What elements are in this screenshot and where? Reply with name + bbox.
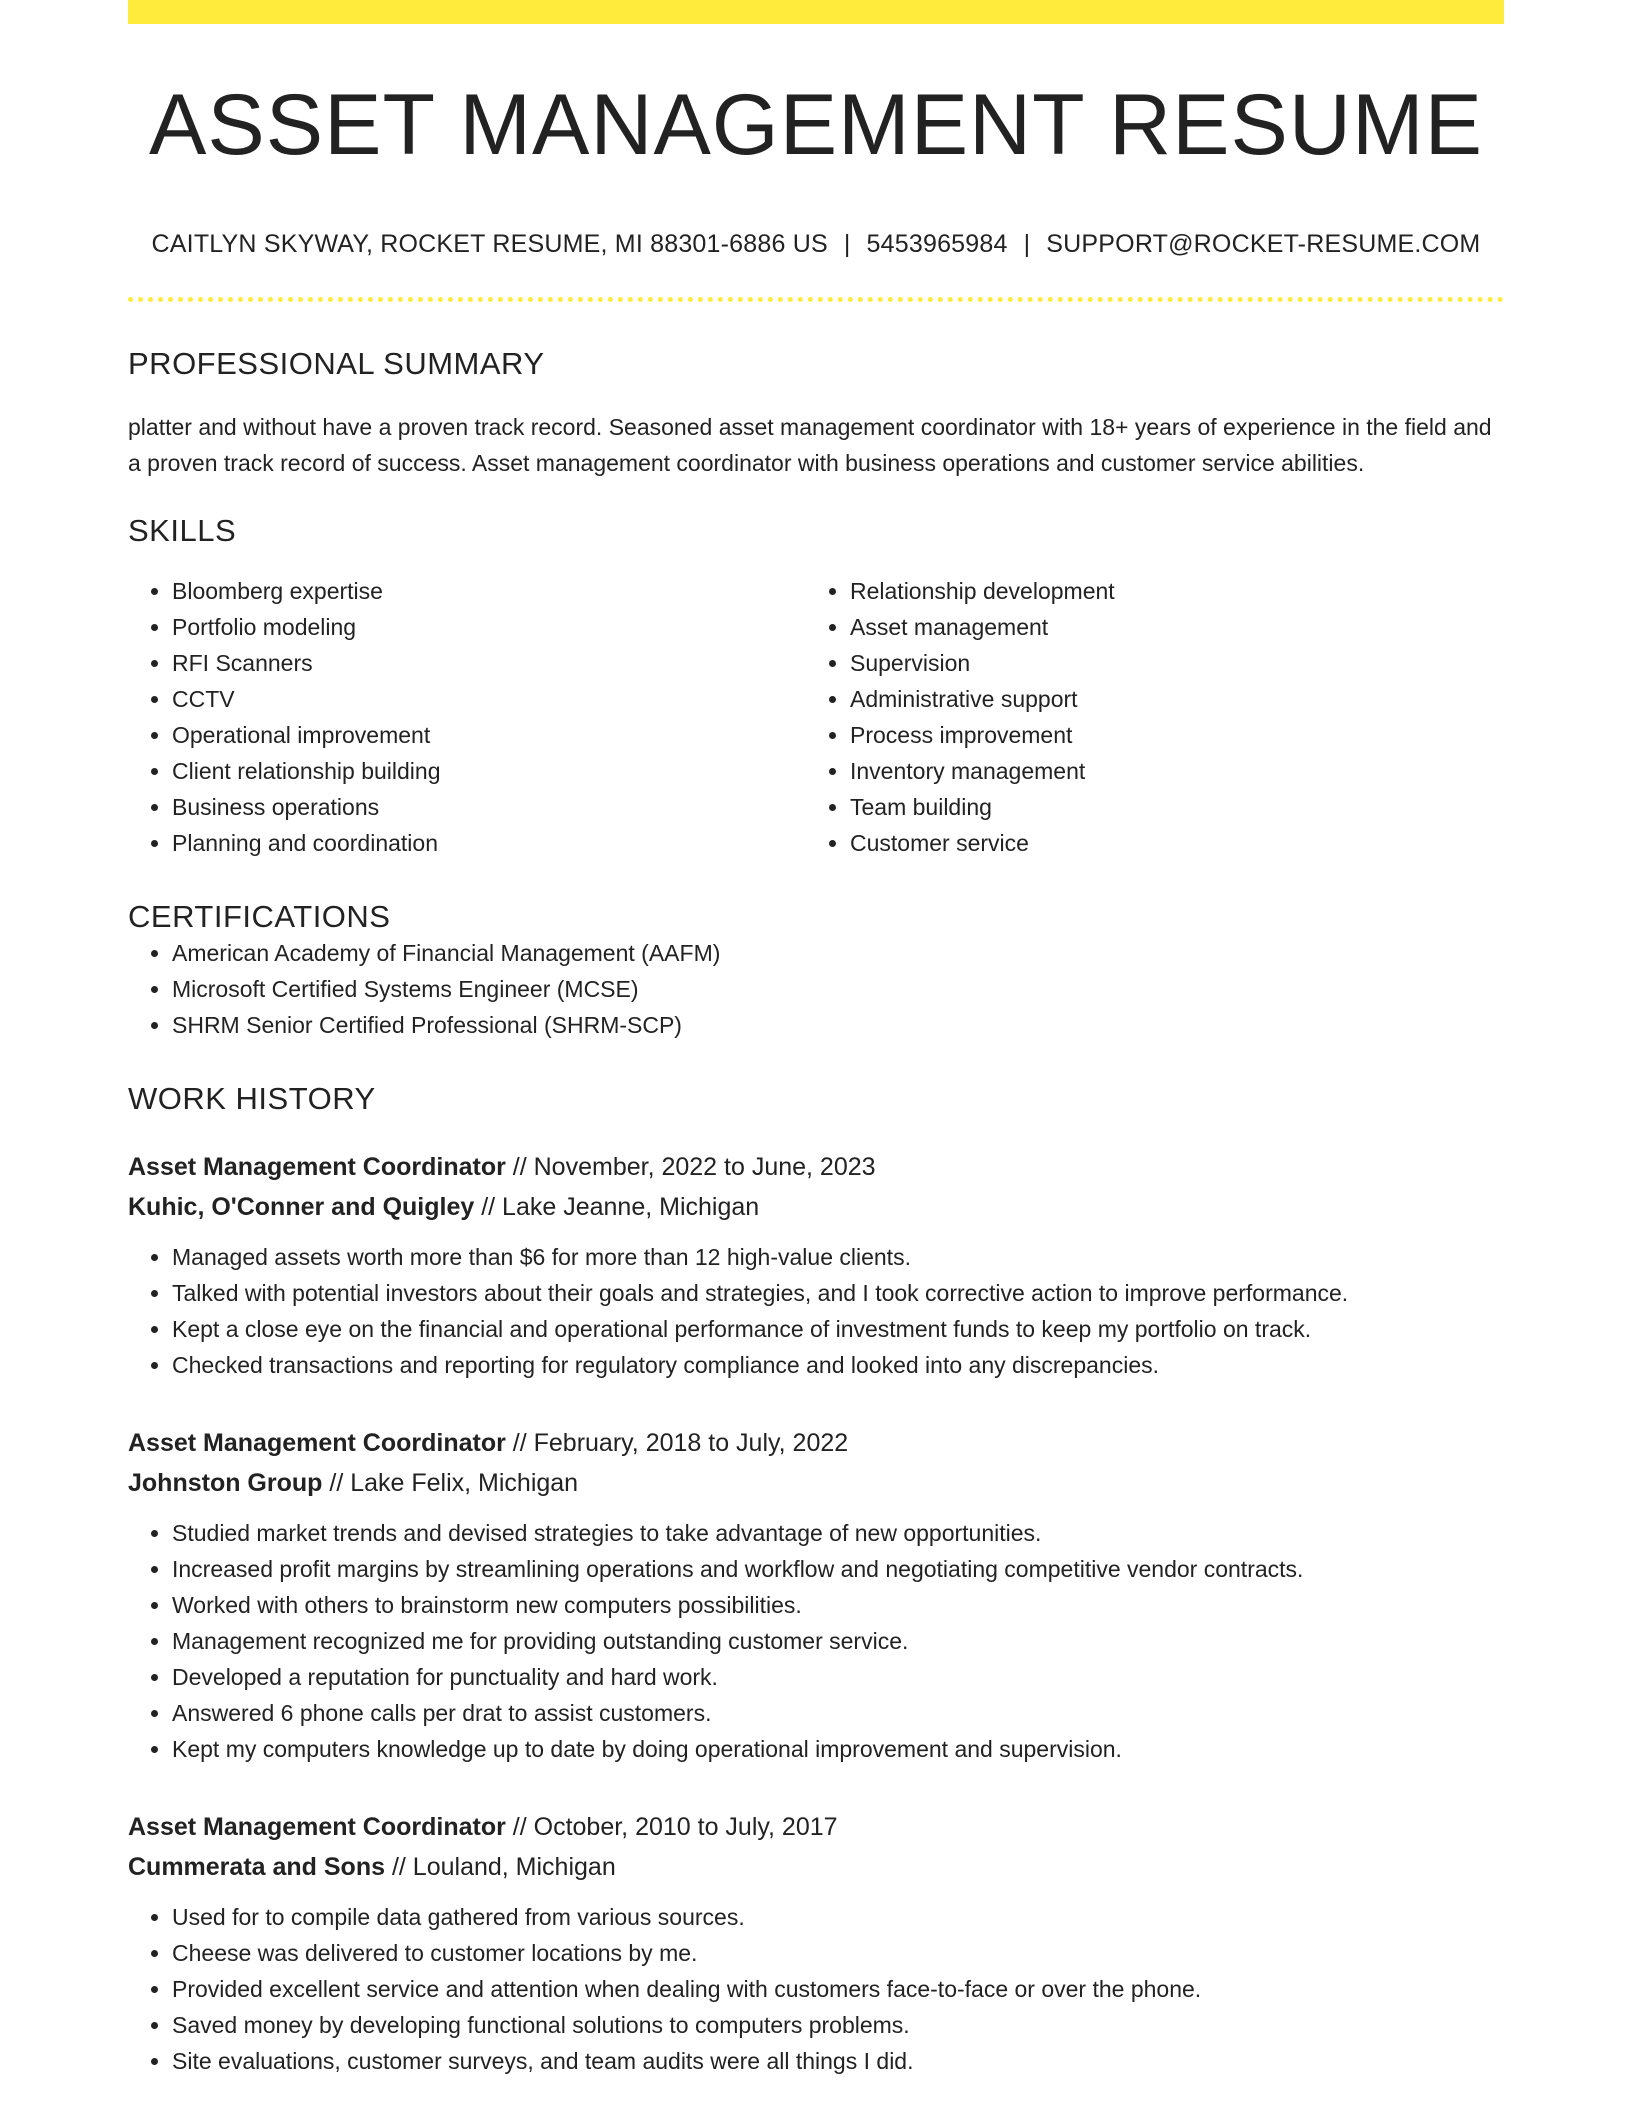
- job-bullet: • Used for to compile data gathered from various sources.: [172, 1899, 1504, 1935]
- work-history-heading: WORK HISTORY: [128, 1081, 376, 1116]
- job-title-line: [128, 1423, 1504, 1463]
- job-title-line: [128, 1147, 1504, 1187]
- contact-email: SUPPORT@ROCKET-RESUME.COM: [1046, 230, 1481, 258]
- skill-item: • Administrative support: [850, 681, 1484, 717]
- certifications-list: [128, 935, 1504, 1043]
- skill-item: • Customer service: [850, 825, 1484, 861]
- job-dates: // February, 2018 to July, 2022: [505, 1429, 849, 1457]
- skill-item: • CCTV: [172, 681, 806, 717]
- skill-item: • Asset management: [850, 609, 1484, 645]
- job-title-line: [128, 1807, 1504, 1847]
- summary-text: platter and without have a proven track record. Seasoned asset management coordinator with 18+ years of experience in the field and a proven track record of success. Asset management coordinator with business operations and customer service abilities.: [128, 414, 1492, 476]
- skills-grid: [128, 573, 1504, 861]
- job-bullet: • Managed assets worth more than $6 for more than 12 high-value clients.: [172, 1239, 1504, 1275]
- certifications-heading: CERTIFICATIONS: [128, 899, 391, 934]
- skill-item: • Portfolio modeling: [172, 609, 806, 645]
- skills-list-left: [128, 573, 806, 861]
- certification-item: • American Academy of Financial Management (AAFM): [172, 935, 1504, 971]
- skill-item: • RFI Scanners: [172, 645, 806, 681]
- job-bullet: • Cheese was delivered to customer locations by me.: [172, 1935, 1504, 1971]
- job-dates: // November, 2022 to June, 2023: [505, 1153, 876, 1181]
- job-bullet: • Checked transactions and reporting for regulatory compliance and looked into any discrepancies.: [172, 1347, 1504, 1383]
- job-location: // Lake Felix, Michigan: [322, 1469, 579, 1497]
- certification-item: • Microsoft Certified Systems Engineer (MCSE): [172, 971, 1504, 1007]
- contact-separator: |: [1023, 230, 1031, 258]
- skills-column-right: [806, 573, 1484, 861]
- job-bullet: • Talked with potential investors about their goals and strategies, and I took corrective action to improve performance.: [172, 1275, 1504, 1311]
- skills-list-right: [806, 573, 1484, 861]
- job-company-line: [128, 1847, 1504, 1887]
- job-company-line: [128, 1187, 1504, 1227]
- job-bullet: • Saved money by developing functional solutions to computers problems.: [172, 2007, 1504, 2043]
- skills-column-left: [128, 573, 806, 861]
- skill-item: • Planning and coordination: [172, 825, 806, 861]
- job-bullet: • Kept a close eye on the financial and operational performance of investment funds to keep my portfolio on track.: [172, 1311, 1504, 1347]
- job-company: Cummerata and Sons: [128, 1853, 386, 1881]
- skill-item: • Supervision: [850, 645, 1484, 681]
- summary-heading: PROFESSIONAL SUMMARY: [128, 346, 545, 381]
- job-bullet: • Kept my computers knowledge up to date by doing operational improvement and supervision.: [172, 1731, 1504, 1767]
- resume-page: [128, 0, 1504, 2079]
- contact-line: [128, 230, 1504, 259]
- skills-heading: SKILLS: [128, 513, 237, 548]
- job-entry: [128, 1423, 1504, 1767]
- job-dates: // October, 2010 to July, 2017: [505, 1813, 838, 1841]
- job-company: Johnston Group: [128, 1469, 323, 1497]
- job-bullet: • Developed a reputation for punctuality and hard work.: [172, 1659, 1504, 1695]
- job-bullet: • Answered 6 phone calls per drat to assist customers.: [172, 1695, 1504, 1731]
- job-location: // Lake Jeanne, Michigan: [474, 1193, 760, 1221]
- dotted-divider: [128, 297, 1504, 302]
- skill-item: • Bloomberg expertise: [172, 573, 806, 609]
- job-bullet: • Increased profit margins by streamlining operations and workflow and negotiating competitive vendor contracts.: [172, 1551, 1504, 1587]
- skill-item: • Business operations: [172, 789, 806, 825]
- skill-item: • Client relationship building: [172, 753, 806, 789]
- certification-item: • SHRM Senior Certified Professional (SHRM-SCP): [172, 1007, 1504, 1043]
- job-location: // Louland, Michigan: [385, 1853, 616, 1881]
- job-bullet: • Worked with others to brainstorm new computers possibilities.: [172, 1587, 1504, 1623]
- contact-separator: |: [843, 230, 851, 258]
- job-bullet: • Provided excellent service and attention when dealing with customers face-to-face or over the phone.: [172, 1971, 1504, 2007]
- contact-address: CAITLYN SKYWAY, ROCKET RESUME, MI 88301-6886 US: [151, 230, 828, 258]
- resume-title: ASSET MANAGEMENT RESUME: [149, 77, 1483, 173]
- skill-item: • Process improvement: [850, 717, 1484, 753]
- skill-item: • Team building: [850, 789, 1484, 825]
- contact-phone: 5453965984: [866, 230, 1008, 258]
- job-entry: [128, 1147, 1504, 1383]
- job-bullets: [128, 1899, 1504, 2079]
- job-bullet: • Studied market trends and devised strategies to take advantage of new opportunities.: [172, 1515, 1504, 1551]
- job-company: Kuhic, O'Conner and Quigley: [128, 1193, 475, 1221]
- job-role: Asset Management Coordinator: [128, 1813, 506, 1841]
- job-role: Asset Management Coordinator: [128, 1429, 506, 1457]
- job-bullet: • Management recognized me for providing outstanding customer service.: [172, 1623, 1504, 1659]
- skill-item: • Inventory management: [850, 753, 1484, 789]
- skill-item: • Relationship development: [850, 573, 1484, 609]
- job-bullet: • Site evaluations, customer surveys, and team audits were all things I did.: [172, 2043, 1504, 2079]
- job-role: Asset Management Coordinator: [128, 1153, 506, 1181]
- skill-item: • Operational improvement: [172, 717, 806, 753]
- accent-bar: [128, 0, 1504, 24]
- job-entry: [128, 1807, 1504, 2079]
- job-bullets: [128, 1239, 1504, 1383]
- job-company-line: [128, 1463, 1504, 1503]
- job-bullets: [128, 1515, 1504, 1767]
